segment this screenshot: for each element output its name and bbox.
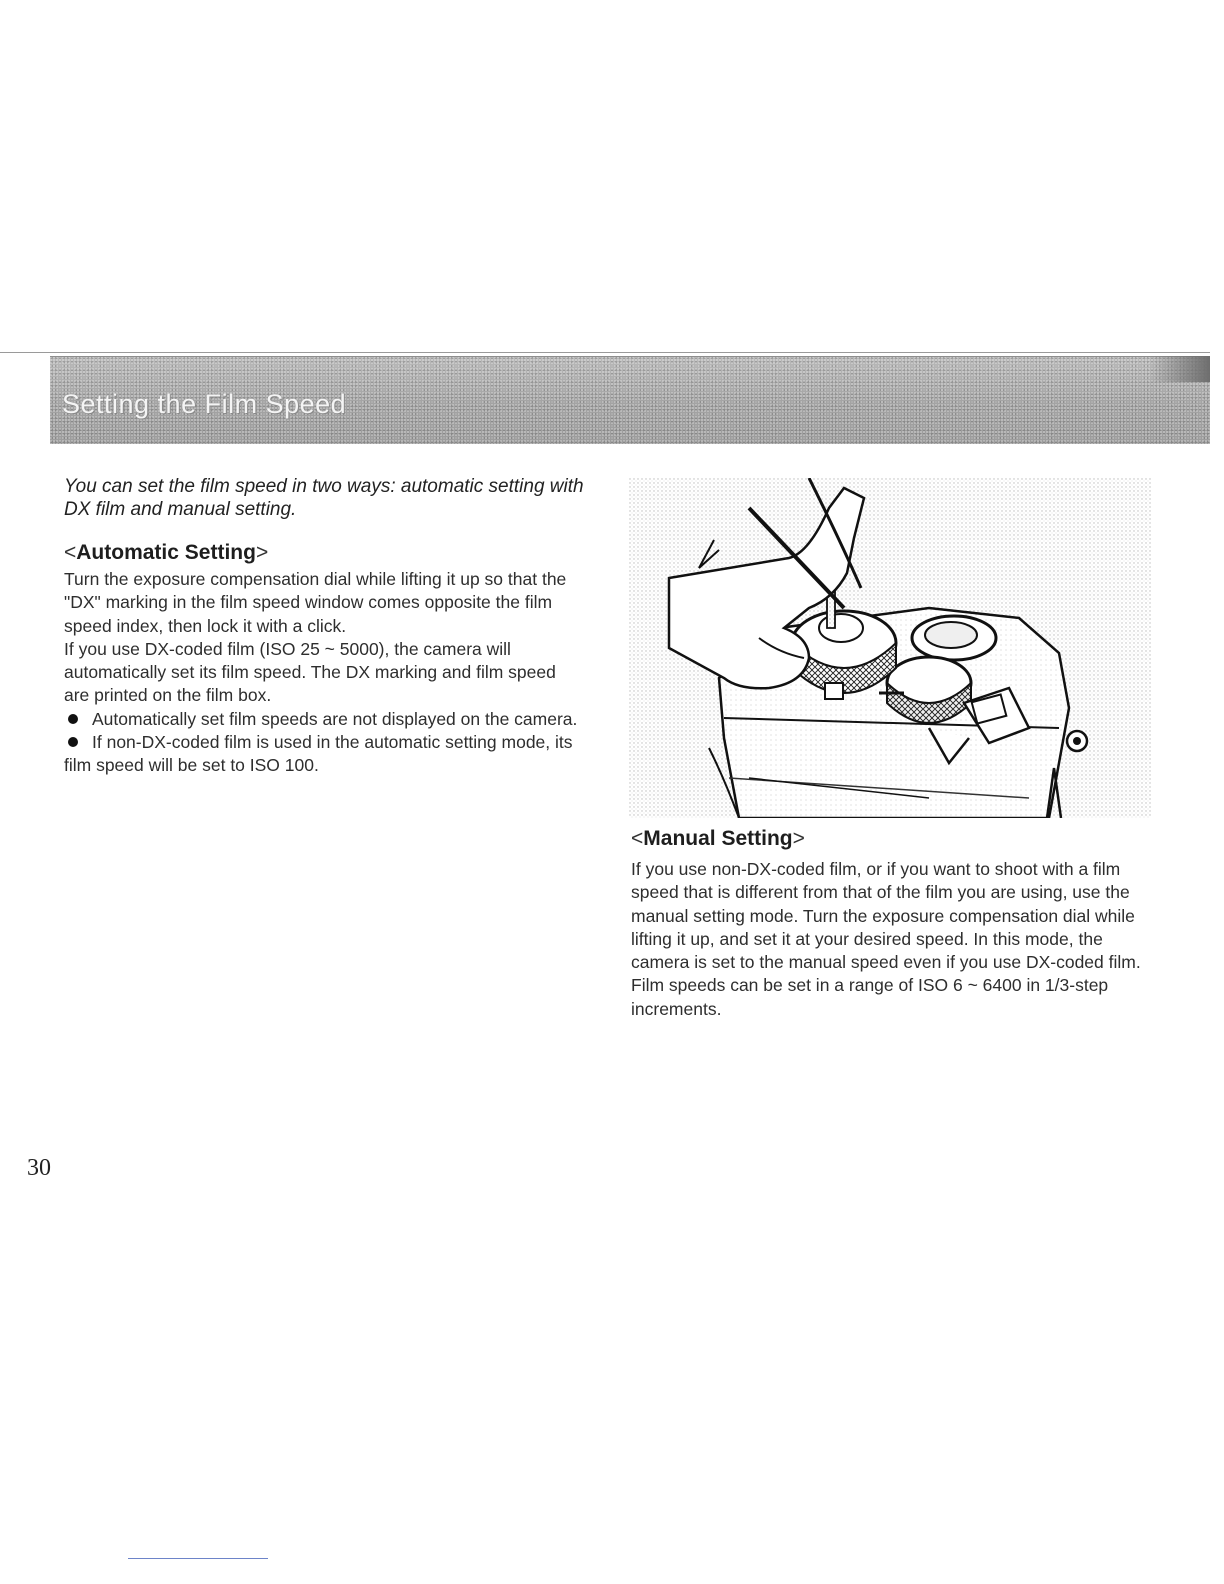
heading-open-bracket: <	[631, 827, 644, 850]
manual-setting-heading	[631, 827, 805, 851]
bullet-dot-icon	[68, 714, 78, 724]
heading-close-bracket: >	[255, 541, 269, 564]
manual-paragraph: If you use non-DX-coded film, or if you want to shoot with a film speed that is different from that of the film you are using, use the manual setting mode. Turn the exposure compensation dial while lifting it up, and set it at your desired speed. In this mode, the camera is set to the manual speed even if you use DX-coded film.	[631, 859, 1141, 973]
footer-rule	[128, 1558, 268, 1559]
page-title: Setting the Film Speed	[62, 389, 347, 419]
intro-text: You can set the film speed in two ways: automatic setting with DX film and manual setting.	[64, 476, 584, 520]
camera-dial-illustration	[629, 478, 1151, 818]
automatic-paragraph: If you use DX-coded film (ISO 25 ~ 5000), the camera will automatically set its film speed. The DX marking and film speed are printed on the film box.	[64, 638, 556, 706]
manual-paragraph: Film speeds can be set in a range of ISO 6 ~ 6400 in 1/3-step increments.	[631, 975, 1109, 1019]
automatic-setting-heading	[64, 541, 268, 565]
heading-open-bracket: <	[64, 541, 77, 564]
bullet-item	[64, 731, 584, 778]
camera-illustration-icon	[629, 478, 1151, 818]
top-rule	[0, 352, 1210, 353]
title-banner	[50, 356, 1210, 444]
automatic-setting-body	[64, 568, 584, 778]
manual-setting-body	[631, 858, 1151, 1021]
automatic-paragraph: Turn the exposure compensation dial while lifting it up so that the "DX" marking in the film speed window comes opposite the film speed index, then lock it with a click.	[64, 569, 567, 636]
manual-setting-title: Manual Setting	[643, 827, 793, 850]
page-number: 30	[27, 1155, 51, 1181]
automatic-setting-title: Automatic Setting	[76, 541, 256, 564]
bullet-text: If non-DX-coded film is used in the automatic setting mode, its film speed will be set to ISO 100.	[64, 732, 573, 776]
bullet-dot-icon	[68, 737, 78, 747]
bullet-text: Automatically set film speeds are not displayed on the camera.	[92, 708, 578, 729]
heading-close-bracket: >	[792, 827, 805, 850]
bullet-item	[64, 708, 584, 731]
